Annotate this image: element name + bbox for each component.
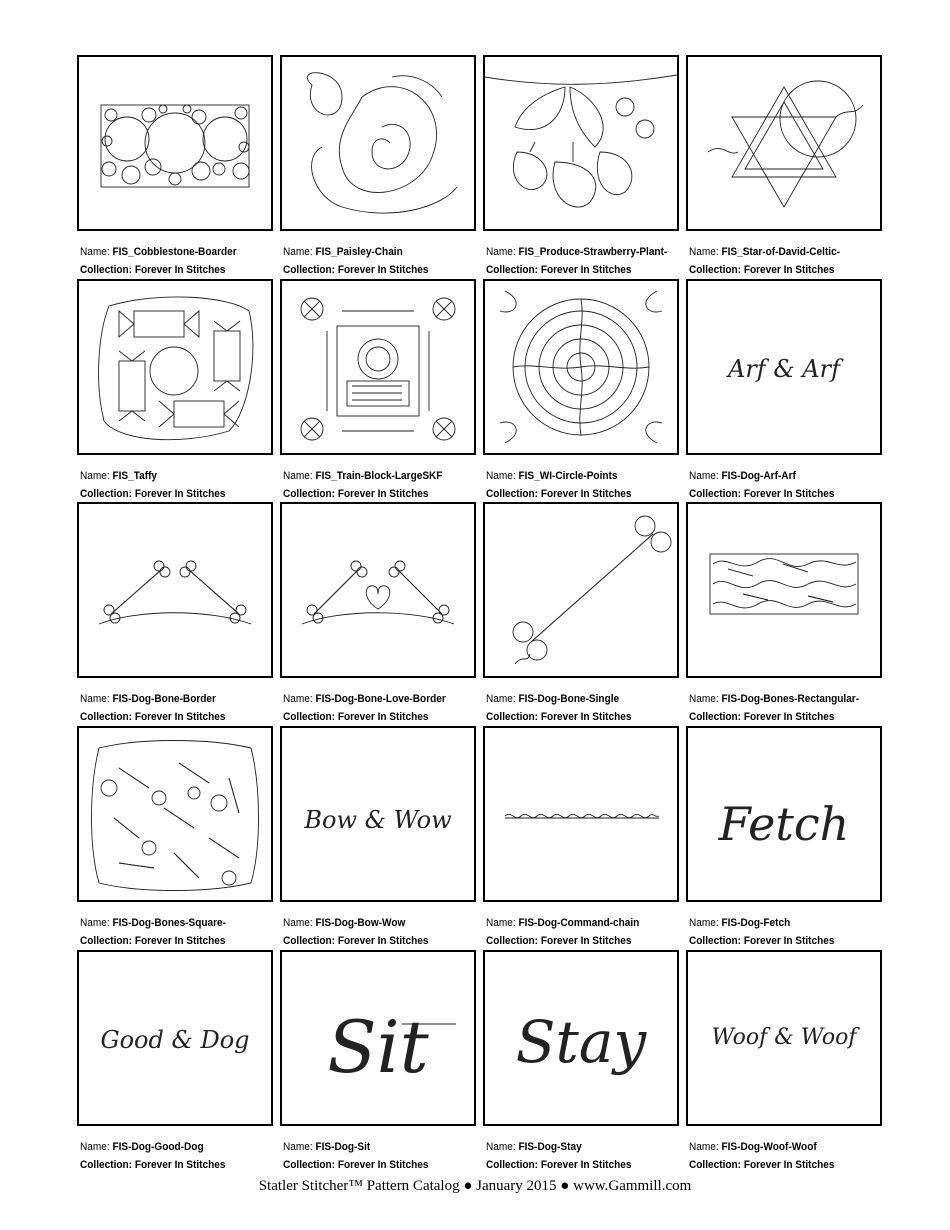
pattern-caption: Name: FIS-Dog-Bones-Square- Collection: Forever In Stitches [80,917,227,947]
pattern-caption: Name: FIS_Train-Block-LargeSKF Collection: Forever In Stitches [283,470,443,500]
fetch-artwork [688,728,880,900]
pattern-caption: Name: FIS-Dog-Bone-Single Collection: Forever In Stitches [486,693,632,723]
train-block-artwork [282,281,474,453]
pattern-caption: Name: FIS_Paisley-Chain Collection: Forever In Stitches [283,246,429,276]
sit-script: Sit [327,1005,429,1089]
pattern-thumbnail-paisley [280,55,476,231]
pattern-caption: Name: FIS-Dog-Sit Collection: Forever In Stitches [283,1141,429,1171]
pattern-thumbnail-star-of-david [686,55,882,231]
pattern-thumbnail-bow-wow [280,726,476,902]
woof-woof-script: Woof & Woof [711,1025,857,1050]
stay-script: Stay [515,1008,647,1076]
arf-arf-script: Arf & Arf [728,355,840,383]
taffy-artwork [79,281,271,453]
pattern-thumbnail-good-dog [77,950,273,1126]
pattern-thumbnail-train-block [280,279,476,455]
pattern-caption: Name: FIS-Dog-Bow-Wow Collection: Forever In Stitches [283,917,429,947]
star-of-david-artwork [688,57,880,229]
pattern-thumbnail-command-chain [483,726,679,902]
pattern-thumbnail-sit [280,950,476,1126]
pattern-caption: Name: FIS_Produce-Strawberry-Plant- Collection: Forever In Stitches [486,246,668,276]
bow-wow-artwork [282,728,474,900]
fetch-script: Fetch [718,797,850,851]
pattern-thumbnail-cobblestone [77,55,273,231]
bone-border-artwork [79,504,271,676]
command-chain-artwork [485,728,677,900]
pattern-thumbnail-bone-love-border [280,502,476,678]
bone-love-border-artwork [282,504,474,676]
pattern-caption: Name: FIS-Dog-Command-chain Collection: Forever In Stitches [486,917,640,947]
cobblestone-artwork [79,57,271,229]
pattern-thumbnail-woof-woof [686,950,882,1126]
pattern-thumbnail-bone-border [77,502,273,678]
stay-artwork [485,952,677,1124]
bones-rectangular-artwork [688,504,880,676]
pattern-caption: Name: FIS-Dog-Stay Collection: Forever In Stitches [486,1141,632,1171]
bones-square-artwork [79,728,271,900]
pattern-caption: Name: FIS-Dog-Fetch Collection: Forever In Stitches [689,917,835,947]
paisley-artwork [282,57,474,229]
bone-single-artwork [485,504,677,676]
pattern-caption: Name: FIS-Dog-Bone-Border Collection: Forever In Stitches [80,693,226,723]
pattern-thumbnail-circle-points [483,279,679,455]
good-dog-artwork [79,952,271,1124]
pattern-thumbnail-stay [483,950,679,1126]
pattern-caption: Name: FIS_Taffy Collection: Forever In Stitches [80,470,226,500]
strawberry-artwork [485,57,677,229]
pattern-caption: Name: FIS_Star-of-David-Celtic- Collection: Forever In Stitches [689,246,841,276]
circle-points-artwork [485,281,677,453]
pattern-caption: Name: FIS-Dog-Bones-Rectangular- Collection: Forever In Stitches [689,693,860,723]
sit-artwork [282,952,474,1124]
pattern-caption: Name: FIS_WI-Circle-Points Collection: Forever In Stitches [486,470,632,500]
pattern-thumbnail-arf-arf [686,279,882,455]
woof-woof-artwork [688,952,880,1124]
pattern-caption: Name: FIS-Dog-Arf-Arf Collection: Forever In Stitches [689,470,835,500]
catalog-footer: Statler Stitcher™ Pattern Catalog ● January 2015 ● www.Gammill.com [258,1178,692,1194]
pattern-caption: Name: FIS-Dog-Woof-Woof Collection: Forever In Stitches [689,1141,835,1171]
pattern-thumbnail-bones-square [77,726,273,902]
pattern-thumbnail-fetch [686,726,882,902]
pattern-thumbnail-strawberry [483,55,679,231]
pattern-caption: Name: FIS_Cobblestone-Boarder Collection: Forever In Stitches [80,246,237,276]
bow-wow-script: Bow & Wow [304,806,452,834]
pattern-caption: Name: FIS-Dog-Bone-Love-Border Collection: Forever In Stitches [283,693,446,723]
pattern-thumbnail-taffy [77,279,273,455]
pattern-thumbnail-bone-single [483,502,679,678]
pattern-caption: Name: FIS-Dog-Good-Dog Collection: Forever In Stitches [80,1141,226,1171]
pattern-thumbnail-bones-rectangular [686,502,882,678]
arf-arf-artwork [688,281,880,453]
good-dog-script: Good & Dog [100,1026,250,1054]
